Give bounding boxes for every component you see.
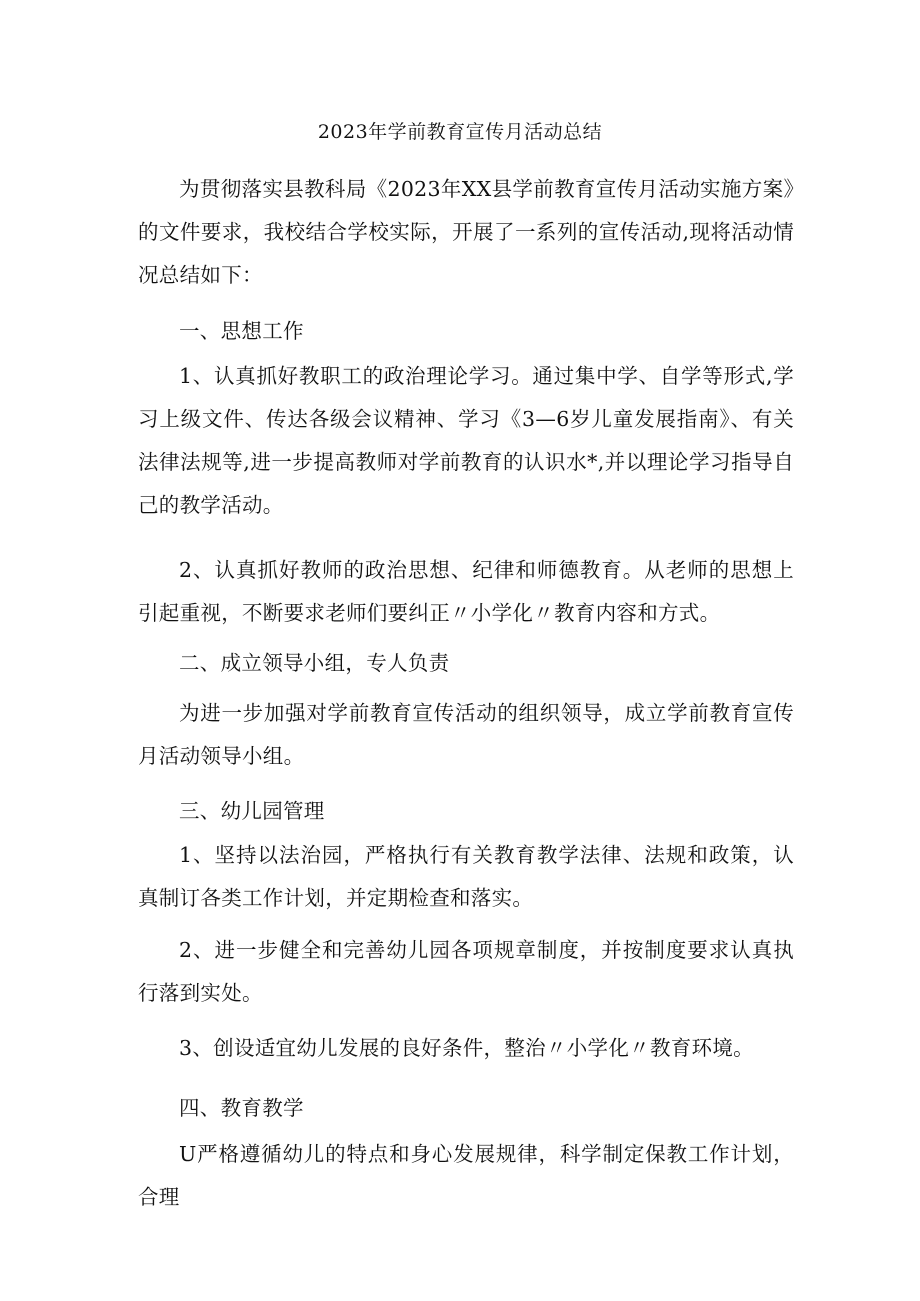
section1-item-1: 1、认真抓好教职工的政治理论学习。通过集中学、自学等形式,学习上级文件、传达各级会议精神、学习《3—6岁儿童发展指南》、有关法律法规等,进一步提高教师对学前教育的认识水*,并以理论学习指导自己的教学活动。	[138, 364, 794, 517]
section3-item-3: 3、创设适宜幼儿发展的良好条件，整治〃小学化〃教育环境。	[179, 1036, 754, 1060]
section-heading-1: 一、思想工作	[179, 319, 304, 343]
section4-item-1: U严格遵循幼儿的特点和身心发展规律，科学制定保教工作计划，合理	[138, 1142, 794, 1209]
section2-paragraph: 为进一步加强对学前教育宣传活动的组织领导，成立学前教育宣传月活动领导小组。	[138, 701, 794, 768]
section-heading-2: 二、成立领导小组，专人负责	[179, 651, 450, 675]
section3-item-2: 2、进一步健全和完善幼儿园各项规章制度，并按制度要求认真执行落到实处。	[138, 938, 794, 1005]
intro-paragraph: 为贯彻落实县教科局《2023年XX县学前教育宣传月活动实施方案》的文件要求，我校结合学校实际，开展了一系列的宣传活动,现将活动情况总结如下：	[138, 177, 794, 287]
section1-item-2: 2、认真抓好教师的政治思想、纪律和师德教育。从老师的思想上引起重视，不断要求老师们要纠正〃小学化〃教育内容和方式。	[138, 558, 794, 625]
section3-item-1: 1、坚持以法治园，严格执行有关教育教学法律、法规和政策，认真制订各类工作计划，并定期检查和落实。	[138, 843, 794, 910]
document-title: 2023年学前教育宣传月活动总结	[317, 121, 603, 143]
section-heading-3: 三、幼儿园管理	[179, 799, 325, 823]
section-heading-4: 四、教育教学	[179, 1096, 304, 1120]
